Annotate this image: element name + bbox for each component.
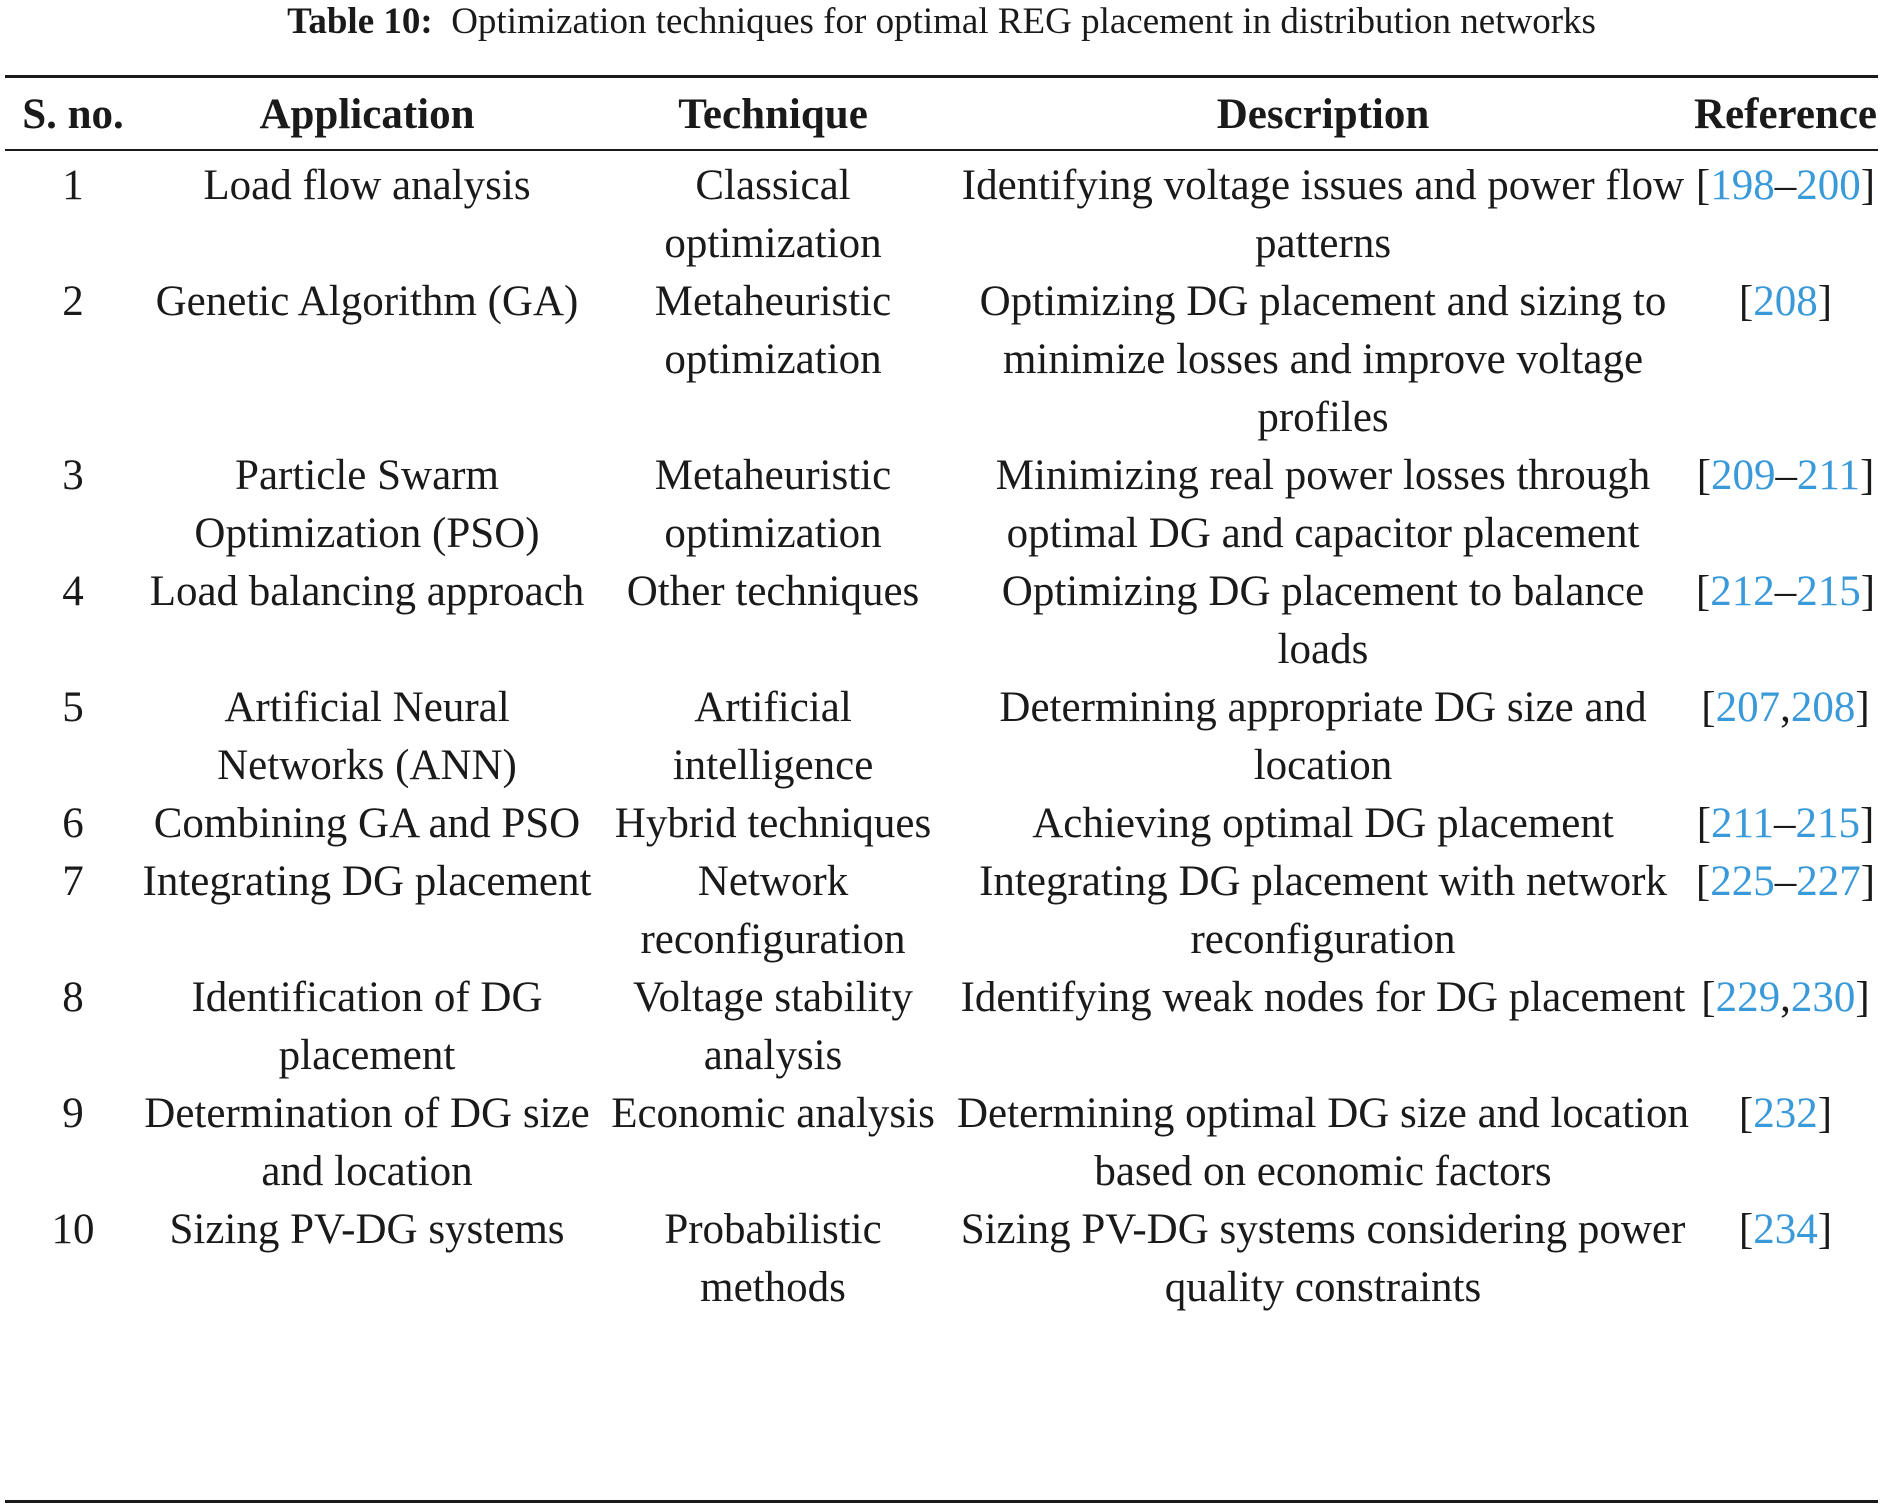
cell-technique: Network reconfiguration [640, 858, 906, 963]
bracket-close: ] [1817, 1206, 1833, 1253]
reference-link-end[interactable]: 227 [1796, 858, 1861, 905]
reference-link-start[interactable]: 234 [1753, 1206, 1818, 1253]
cell-reference [1693, 447, 1878, 563]
cell-application: Sizing PV-DG systems [169, 1206, 565, 1253]
cell-technique: Metaheuristic optimization [654, 452, 892, 557]
reference-citation [1696, 568, 1875, 615]
table-caption-text: Optimization techniques for optimal REG placement in distribution networks [451, 1, 1596, 42]
reference-link-start[interactable]: 225 [1710, 858, 1775, 905]
bracket-close: ] [1860, 568, 1876, 615]
reference-citation [1701, 684, 1869, 731]
cell-technique: Economic analysis [611, 1090, 935, 1137]
reference-citation [1739, 1206, 1832, 1253]
reference-link-end[interactable]: 230 [1790, 974, 1856, 1021]
header-sno: S. no. [22, 91, 124, 138]
bottom-rule [5, 1500, 1878, 1503]
reference-separator: – [1774, 858, 1797, 905]
cell-application: Genetic Algorithm (GA) [155, 278, 579, 325]
reference-citation [1696, 162, 1875, 209]
reference-citation [1701, 974, 1869, 1021]
reference-separator: , [1780, 974, 1791, 1021]
table-row [5, 795, 1878, 853]
bracket-open: [ [1701, 974, 1716, 1021]
reg-optimization-table [5, 88, 1878, 1317]
table-row [5, 679, 1878, 795]
reference-link-start[interactable]: 229 [1715, 974, 1781, 1021]
cell-reference [1693, 273, 1878, 447]
bracket-close: ] [1817, 1090, 1833, 1137]
reference-link-start[interactable]: 211 [1711, 800, 1774, 847]
cell-technique: Hybrid techniques [614, 800, 932, 847]
bracket-close: ] [1860, 162, 1876, 209]
bracket-open: [ [1696, 800, 1712, 847]
cell-description: Identifying voltage issues and power flow patterns [961, 162, 1685, 267]
cell-description: Integrating DG placement with network reconfiguration [979, 858, 1667, 963]
reference-link-start[interactable]: 198 [1710, 162, 1775, 209]
cell-application: Load balancing approach [149, 568, 585, 615]
cell-description: Optimizing DG placement to balance loads [1001, 568, 1645, 673]
cell-sno: 7 [62, 858, 84, 905]
bracket-open: [ [1696, 452, 1712, 499]
reference-citation [1739, 1090, 1832, 1137]
cell-sno: 1 [62, 162, 84, 209]
header-description: Description [1216, 91, 1430, 138]
table-caption [0, 0, 1883, 52]
reference-citation [1697, 800, 1875, 847]
table-row [5, 447, 1878, 563]
cell-reference [1693, 679, 1878, 795]
cell-technique: Other techniques [626, 568, 920, 615]
cell-sno: 5 [62, 684, 84, 731]
cell-description: Determining optimal DG size and location based on economic factors [956, 1090, 1689, 1195]
cell-application: Identification of DG placement [191, 974, 543, 1079]
cell-reference [1693, 969, 1878, 1085]
cell-technique: Artificial intelligence [672, 684, 874, 789]
cell-sno: 3 [62, 452, 84, 499]
cell-application: Particle Swarm Optimization (PSO) [194, 452, 540, 557]
reference-separator: – [1774, 162, 1797, 209]
table-row [5, 1201, 1878, 1317]
cell-reference [1693, 563, 1878, 679]
cell-sno: 4 [62, 568, 84, 615]
reference-link-start[interactable]: 212 [1710, 568, 1775, 615]
cell-reference [1693, 1201, 1878, 1317]
header-application: Application [259, 91, 475, 138]
reference-link-start[interactable]: 209 [1711, 452, 1776, 499]
bracket-open: [ [1695, 162, 1711, 209]
cell-sno: 6 [62, 800, 84, 847]
cell-application: Combining GA and PSO [153, 800, 581, 847]
cell-reference [1693, 795, 1878, 853]
header-row [5, 88, 1878, 145]
bracket-open: [ [1738, 1090, 1754, 1137]
table-body [5, 145, 1878, 1317]
cell-technique: Classical optimization [664, 162, 882, 267]
table-row [5, 1085, 1878, 1201]
reference-separator: – [1775, 452, 1798, 499]
reference-link-end[interactable]: 215 [1796, 568, 1861, 615]
bracket-open: [ [1738, 1206, 1754, 1253]
cell-description: Sizing PV-DG systems considering power quality constraints [960, 1206, 1686, 1311]
reference-link-start[interactable]: 208 [1753, 278, 1818, 325]
cell-sno: 8 [62, 974, 84, 1021]
cell-application: Load flow analysis [203, 162, 531, 209]
reference-link-end[interactable]: 208 [1790, 684, 1856, 731]
reference-link-end[interactable]: 200 [1796, 162, 1861, 209]
table-row [5, 853, 1878, 969]
bracket-close: ] [1855, 684, 1870, 731]
header-technique: Technique [678, 91, 868, 138]
reference-citation [1739, 278, 1832, 325]
reference-separator: , [1780, 684, 1791, 731]
bracket-close: ] [1817, 278, 1833, 325]
cell-application: Artificial Neural Networks (ANN) [217, 684, 517, 789]
reference-link-end[interactable]: 215 [1795, 800, 1860, 847]
cell-sno: 9 [62, 1090, 84, 1137]
bracket-close: ] [1860, 858, 1876, 905]
cell-description: Identifying weak nodes for DG placement [960, 974, 1686, 1021]
table-row [5, 563, 1878, 679]
cell-description: Achieving optimal DG placement [1032, 800, 1614, 847]
reference-separator: – [1774, 568, 1797, 615]
cell-description: Minimizing real power losses through optimal DG and capacitor placement [995, 452, 1651, 557]
bracket-open: [ [1695, 858, 1711, 905]
top-rule [5, 75, 1878, 78]
reference-citation [1696, 858, 1875, 905]
cell-description: Optimizing DG placement and sizing to minimize losses and improve voltage profiles [979, 278, 1667, 441]
reference-citation [1697, 452, 1875, 499]
cell-reference [1693, 145, 1878, 273]
bracket-open: [ [1701, 684, 1716, 731]
reference-separator: – [1773, 800, 1796, 847]
table-row [5, 273, 1878, 447]
bracket-open: [ [1738, 278, 1754, 325]
cell-technique: Probabilistic methods [664, 1206, 882, 1311]
cell-reference [1693, 1085, 1878, 1201]
bracket-close: ] [1855, 974, 1870, 1021]
table-row [5, 969, 1878, 1085]
table-caption-label: Table 10: [287, 1, 433, 42]
table-row [5, 145, 1878, 273]
cell-sno: 2 [62, 278, 84, 325]
cell-technique: Metaheuristic optimization [654, 278, 892, 383]
reference-link-end[interactable]: 211 [1797, 452, 1860, 499]
header-reference: Reference [1693, 91, 1878, 138]
reference-link-start[interactable]: 207 [1715, 684, 1781, 731]
bracket-close: ] [1859, 452, 1875, 499]
bracket-open: [ [1695, 568, 1711, 615]
reference-link-start[interactable]: 232 [1753, 1090, 1818, 1137]
bracket-close: ] [1859, 800, 1875, 847]
cell-application: Determination of DG size and location [144, 1090, 590, 1195]
cell-description: Determining appropriate DG size and location [999, 684, 1647, 789]
cell-application: Integrating DG placement [142, 858, 592, 905]
cell-technique: Voltage stability analysis [633, 974, 913, 1079]
cell-sno: 10 [51, 1206, 95, 1253]
cell-reference [1693, 853, 1878, 969]
